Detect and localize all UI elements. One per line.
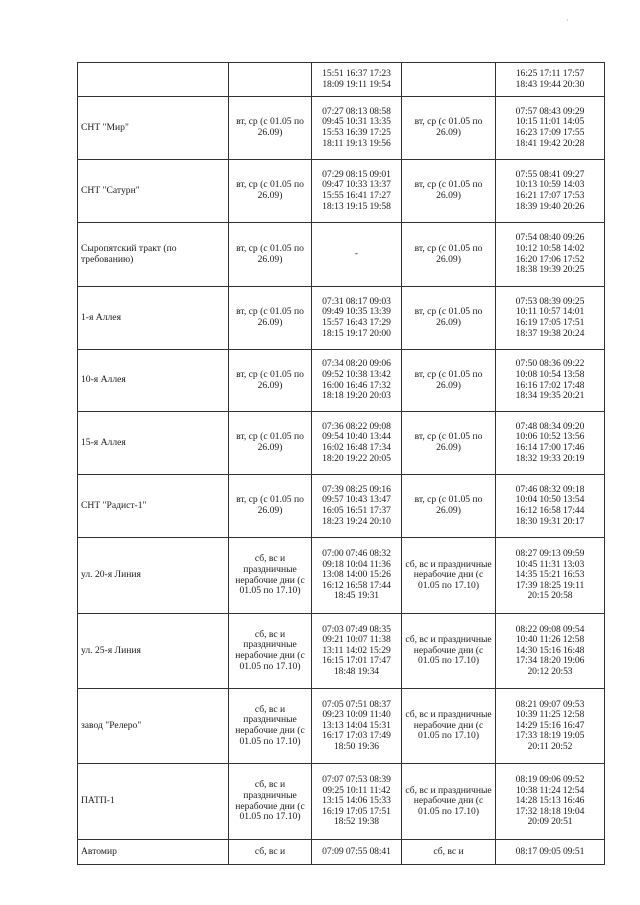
- time-line: 09:25 10:11 11:42: [322, 784, 391, 796]
- times-outbound: -: [312, 223, 402, 287]
- stop-name: 15-я Аллея: [78, 412, 229, 475]
- stop-name: СНТ "Сатурн": [78, 160, 229, 223]
- time-line: 14:29 15:16 16:47: [515, 719, 585, 731]
- time-line: 16:00 16:46 17:32: [322, 379, 391, 391]
- time-line: 07:48 08:34 09:20: [515, 420, 585, 432]
- time-line: 16:15 17:01 17:47: [322, 655, 391, 667]
- days-return: сб, вс и праздничные нерабочие дни (с 01.05 по 17.10): [402, 538, 496, 614]
- days-outbound: сб, вс и праздничные нерабочие дни (с 01.05 по 17.10): [229, 764, 312, 840]
- days-outbound: вт, ср (с 01.05 по 26.09): [229, 160, 312, 223]
- time-line: 07:54 08:40 09:26: [515, 232, 585, 244]
- time-line: 16:19 17:05 17:51: [322, 805, 391, 817]
- time-line: 14:30 15:16 16:48: [515, 644, 585, 656]
- schedule-row: [78, 614, 605, 689]
- time-line: 09:47 10:33 13:37: [322, 179, 391, 191]
- time-line: 07:05 07:51 08:37: [322, 698, 391, 710]
- time-line: 18:18 19:20 20:03: [322, 390, 391, 402]
- time-line: 09:57 10:43 13:47: [322, 494, 391, 506]
- days-outbound: сб, вс и: [229, 840, 312, 865]
- time-line: 18:37 19:38 20:24: [515, 327, 585, 339]
- time-line: 07:31 08:17 09:03: [322, 295, 391, 307]
- times-outbound: [312, 689, 402, 764]
- time-line: 07:07 07:53 08:39: [322, 774, 391, 786]
- times-outbound: [312, 614, 402, 689]
- time-line: 09:18 10:04 11:36: [322, 558, 391, 570]
- times-return: [496, 764, 605, 840]
- time-line: 20:12 20:53: [527, 665, 573, 677]
- times-outbound: [312, 97, 402, 160]
- time-line: 10:45 11:31 13:03: [515, 558, 585, 570]
- days-outbound: вт, ср (с 01.05 по 26.09): [229, 412, 312, 475]
- time-line: 17:39 18:25 19:11: [515, 579, 585, 591]
- time-line: 07:46 08:32 09:18: [515, 483, 585, 495]
- time-line: 08:27 09:13 09:59: [515, 548, 585, 560]
- time-line: 18:20 19:22 20:05: [322, 452, 391, 464]
- times-return: [496, 160, 605, 223]
- days-return: вт, ср (с 01.05 по 26.09): [402, 412, 496, 475]
- time-line: 09:52 10:38 13:42: [322, 368, 391, 380]
- time-line: 18:13 19:15 19:58: [322, 200, 391, 212]
- stop-name: Автомир: [78, 840, 229, 865]
- time-line: 16:16 17:02 17:48: [515, 379, 585, 391]
- time-line: 15:51 16:37 17:23: [322, 67, 391, 79]
- times-outbound: [312, 63, 402, 97]
- time-line: 07:50 08:36 09:22: [515, 358, 585, 370]
- days-outbound: вт, ср (с 01.05 по 26.09): [229, 350, 312, 412]
- schedule-row: [78, 223, 605, 287]
- schedule-row: [78, 97, 605, 160]
- days-outbound: вт, ср (с 01.05 по 26.09): [229, 97, 312, 160]
- days-return: сб, вс и праздничные нерабочие дни (с 01.05 по 17.10): [402, 689, 496, 764]
- time-line: 15:57 16:43 17:29: [322, 317, 391, 328]
- time-line: 20:15 20:58: [527, 590, 573, 602]
- time-line: 18:11 19:13 19:56: [322, 137, 391, 149]
- time-line: 13:13 14:04 15:31: [322, 719, 391, 731]
- schedule-row: [78, 689, 605, 764]
- schedule-row: [78, 412, 605, 475]
- times-return: [496, 97, 605, 160]
- time-line: 10:06 10:52 13:56: [515, 431, 585, 443]
- schedule-table: [77, 62, 605, 865]
- time-line: 10:38 11:24 12:54: [515, 784, 585, 796]
- time-line: 13:15 14:06 15:33: [322, 795, 391, 807]
- time-line: 17:32 18:18 19:04: [515, 805, 585, 817]
- stop-name: ПАТП-1: [78, 764, 229, 840]
- time-line: 18:32 19:33 20:19: [515, 452, 585, 464]
- time-line: 16:23 17:09 17:55: [515, 127, 585, 138]
- time-line: 18:39 19:40 20:26: [515, 200, 585, 212]
- days-return: сб, вс и праздничные нерабочие дни (с 01.05 по 17.10): [402, 764, 496, 840]
- stop-name: СНТ "Радист-1": [78, 475, 229, 538]
- time-line: 18:41 19:42 20:28: [515, 137, 585, 149]
- time-line: 08:21 09:07 09:53: [515, 698, 585, 710]
- times-outbound: [312, 538, 402, 614]
- time-line: 07:09 07:55 08:41: [322, 845, 391, 857]
- time-line: 09:21 10:07 11:38: [322, 634, 391, 646]
- stop-name: Сыропятский тракт (по требованию): [78, 223, 229, 287]
- time-line: 10:15 11:01 14:05: [515, 116, 585, 128]
- time-line: 18:15 19:17 20:00: [322, 327, 391, 339]
- time-line: 16:19 17:05 17:51: [515, 317, 585, 328]
- time-line: 07:53 08:39 09:25: [515, 295, 585, 307]
- time-line: 10:13 10:59 14:03: [515, 179, 585, 191]
- time-line: 18:30 19:31 20:17: [515, 515, 585, 527]
- time-line: 07:55 08:41 09:27: [515, 168, 585, 180]
- time-line: 14:35 15:21 16:53: [515, 569, 585, 581]
- times-outbound: [312, 412, 402, 475]
- times-outbound: [312, 764, 402, 840]
- days-outbound: [229, 63, 312, 97]
- time-line: 08:19 09:06 09:52: [515, 774, 585, 786]
- days-return: вт, ср (с 01.05 по 26.09): [402, 160, 496, 223]
- stop-name: ул. 20-я Линия: [78, 538, 229, 614]
- time-line: 10:12 10:58 14:02: [515, 242, 585, 254]
- time-line: 10:40 11:26 12:58: [515, 634, 585, 646]
- days-return: вт, ср (с 01.05 по 26.09): [402, 350, 496, 412]
- schedule-row: [78, 840, 605, 865]
- time-line: 07:57 08:43 09:29: [515, 105, 585, 117]
- time-line: 13:11 14:02 15:29: [322, 644, 391, 656]
- time-line: 18:23 19:24 20:10: [322, 515, 391, 527]
- schedule-row: [78, 475, 605, 538]
- times-outbound: [312, 287, 402, 350]
- time-line: 18:45 19:31: [333, 590, 379, 602]
- days-return: вт, ср (с 01.05 по 26.09): [402, 97, 496, 160]
- times-return: [496, 614, 605, 689]
- time-line: 18:34 19:35 20:21: [515, 390, 585, 402]
- times-outbound: [312, 840, 402, 865]
- time-line: 10:11 10:57 14:01: [515, 306, 585, 318]
- time-line: 08:22 09:08 09:54: [515, 623, 585, 635]
- times-return: [496, 350, 605, 412]
- page-corner-mark: ·: [566, 16, 569, 25]
- time-line: 15:55 16:41 17:27: [322, 190, 391, 201]
- schedule-row: [78, 538, 605, 614]
- time-line: 07:39 08:25 09:16: [322, 483, 391, 495]
- stop-name: [78, 63, 229, 97]
- days-return: [402, 63, 496, 97]
- time-line: 18:09 19:11 19:54: [322, 78, 391, 90]
- time-line: 07:29 08:15 09:01: [322, 168, 391, 180]
- days-outbound: сб, вс и праздничные нерабочие дни (с 01.05 по 17.10): [229, 689, 312, 764]
- time-line: 18:38 19:39 20:25: [515, 264, 585, 276]
- time-line: 17:33 18:19 19:05: [515, 730, 585, 742]
- stop-name: СНТ "Мир": [78, 97, 229, 160]
- time-line: 07:03 07:49 08:35: [322, 623, 391, 635]
- time-line: 14:28 15:13 16:46: [515, 795, 585, 807]
- schedule-row: [78, 160, 605, 223]
- time-line: 10:39 11:25 12:58: [515, 709, 585, 721]
- time-line: 07:27 08:13 08:58: [322, 105, 391, 117]
- schedule-row: [78, 287, 605, 350]
- days-outbound: вт, ср (с 01.05 по 26.09): [229, 287, 312, 350]
- time-line: 07:00 07:46 08:32: [322, 548, 391, 560]
- time-line: 10:04 10:50 13:54: [515, 494, 585, 506]
- time-line: 16:12 16:58 17:44: [322, 579, 391, 591]
- days-outbound: сб, вс и праздничные нерабочие дни (с 01.05 по 17.10): [229, 538, 312, 614]
- stop-name: завод "Релеро": [78, 689, 229, 764]
- time-line: 15:53 16:39 17:25: [322, 127, 391, 138]
- time-line: 09:45 10:31 13:35: [322, 116, 391, 128]
- time-line: 20:11 20:52: [527, 740, 573, 752]
- times-return: [496, 63, 605, 97]
- time-line: 16:14 17:00 17:46: [515, 442, 585, 453]
- times-return: [496, 840, 605, 865]
- schedule-row: [78, 63, 605, 97]
- times-return: [496, 223, 605, 287]
- time-line: 17:34 18:20 19:06: [515, 655, 585, 667]
- time-line: 18:50 19:36: [333, 740, 379, 752]
- times-return: [496, 287, 605, 350]
- days-return: сб, вс и праздничные нерабочие дни (с 01.05 по 17.10): [402, 614, 496, 689]
- schedule-row: [78, 764, 605, 840]
- time-line: 16:25 17:11 17:57: [515, 67, 585, 79]
- time-line: 10:08 10:54 13:58: [515, 368, 585, 380]
- time-line: 18:52 19:38: [333, 816, 379, 828]
- time-line: 16:17 17:03 17:49: [322, 730, 391, 742]
- time-line: 09:49 10:35 13:39: [322, 306, 391, 318]
- schedule-row: [78, 350, 605, 412]
- time-line: 09:54 10:40 13:44: [322, 431, 391, 443]
- time-line: 08:17 09:05 09:51: [515, 845, 585, 857]
- time-line: 16:21 17:07 17:53: [515, 190, 585, 201]
- times-return: [496, 412, 605, 475]
- times-return: [496, 475, 605, 538]
- time-line: 07:36 08:22 09:08: [322, 420, 391, 432]
- time-line: 20:09 20:51: [527, 816, 573, 828]
- times-return: [496, 538, 605, 614]
- days-outbound: сб, вс и праздничные нерабочие дни (с 01.05 по 17.10): [229, 614, 312, 689]
- time-line: 16:02 16:48 17:34: [322, 442, 391, 453]
- days-return: сб, вс и: [402, 840, 496, 865]
- times-return: [496, 689, 605, 764]
- time-line: 18:48 19:34: [333, 665, 379, 677]
- time-line: 18:43 19:44 20:30: [515, 78, 585, 90]
- times-outbound: [312, 350, 402, 412]
- time-line: 16:12 16:58 17:44: [515, 505, 585, 516]
- time-line: 07:34 08:20 09:06: [322, 358, 391, 370]
- days-outbound: вт, ср (с 01.05 по 26.09): [229, 475, 312, 538]
- days-return: вт, ср (с 01.05 по 26.09): [402, 287, 496, 350]
- time-line: 16:05 16:51 17:37: [322, 505, 391, 516]
- time-line: 13:08 14:00 15:26: [322, 569, 391, 581]
- time-line: 09:23 10:09 11:40: [322, 709, 391, 721]
- stop-name: ул. 25-я Линия: [78, 614, 229, 689]
- time-line: 16:20 17:06 17:52: [515, 253, 585, 265]
- times-outbound: [312, 475, 402, 538]
- stop-name: 1-я Аллея: [78, 287, 229, 350]
- days-outbound: вт, ср (с 01.05 по 26.09): [229, 223, 312, 287]
- days-return: вт, ср (с 01.05 по 26.09): [402, 475, 496, 538]
- days-return: вт, ср (с 01.05 по 26.09): [402, 223, 496, 287]
- times-outbound: [312, 160, 402, 223]
- stop-name: 10-я Аллея: [78, 350, 229, 412]
